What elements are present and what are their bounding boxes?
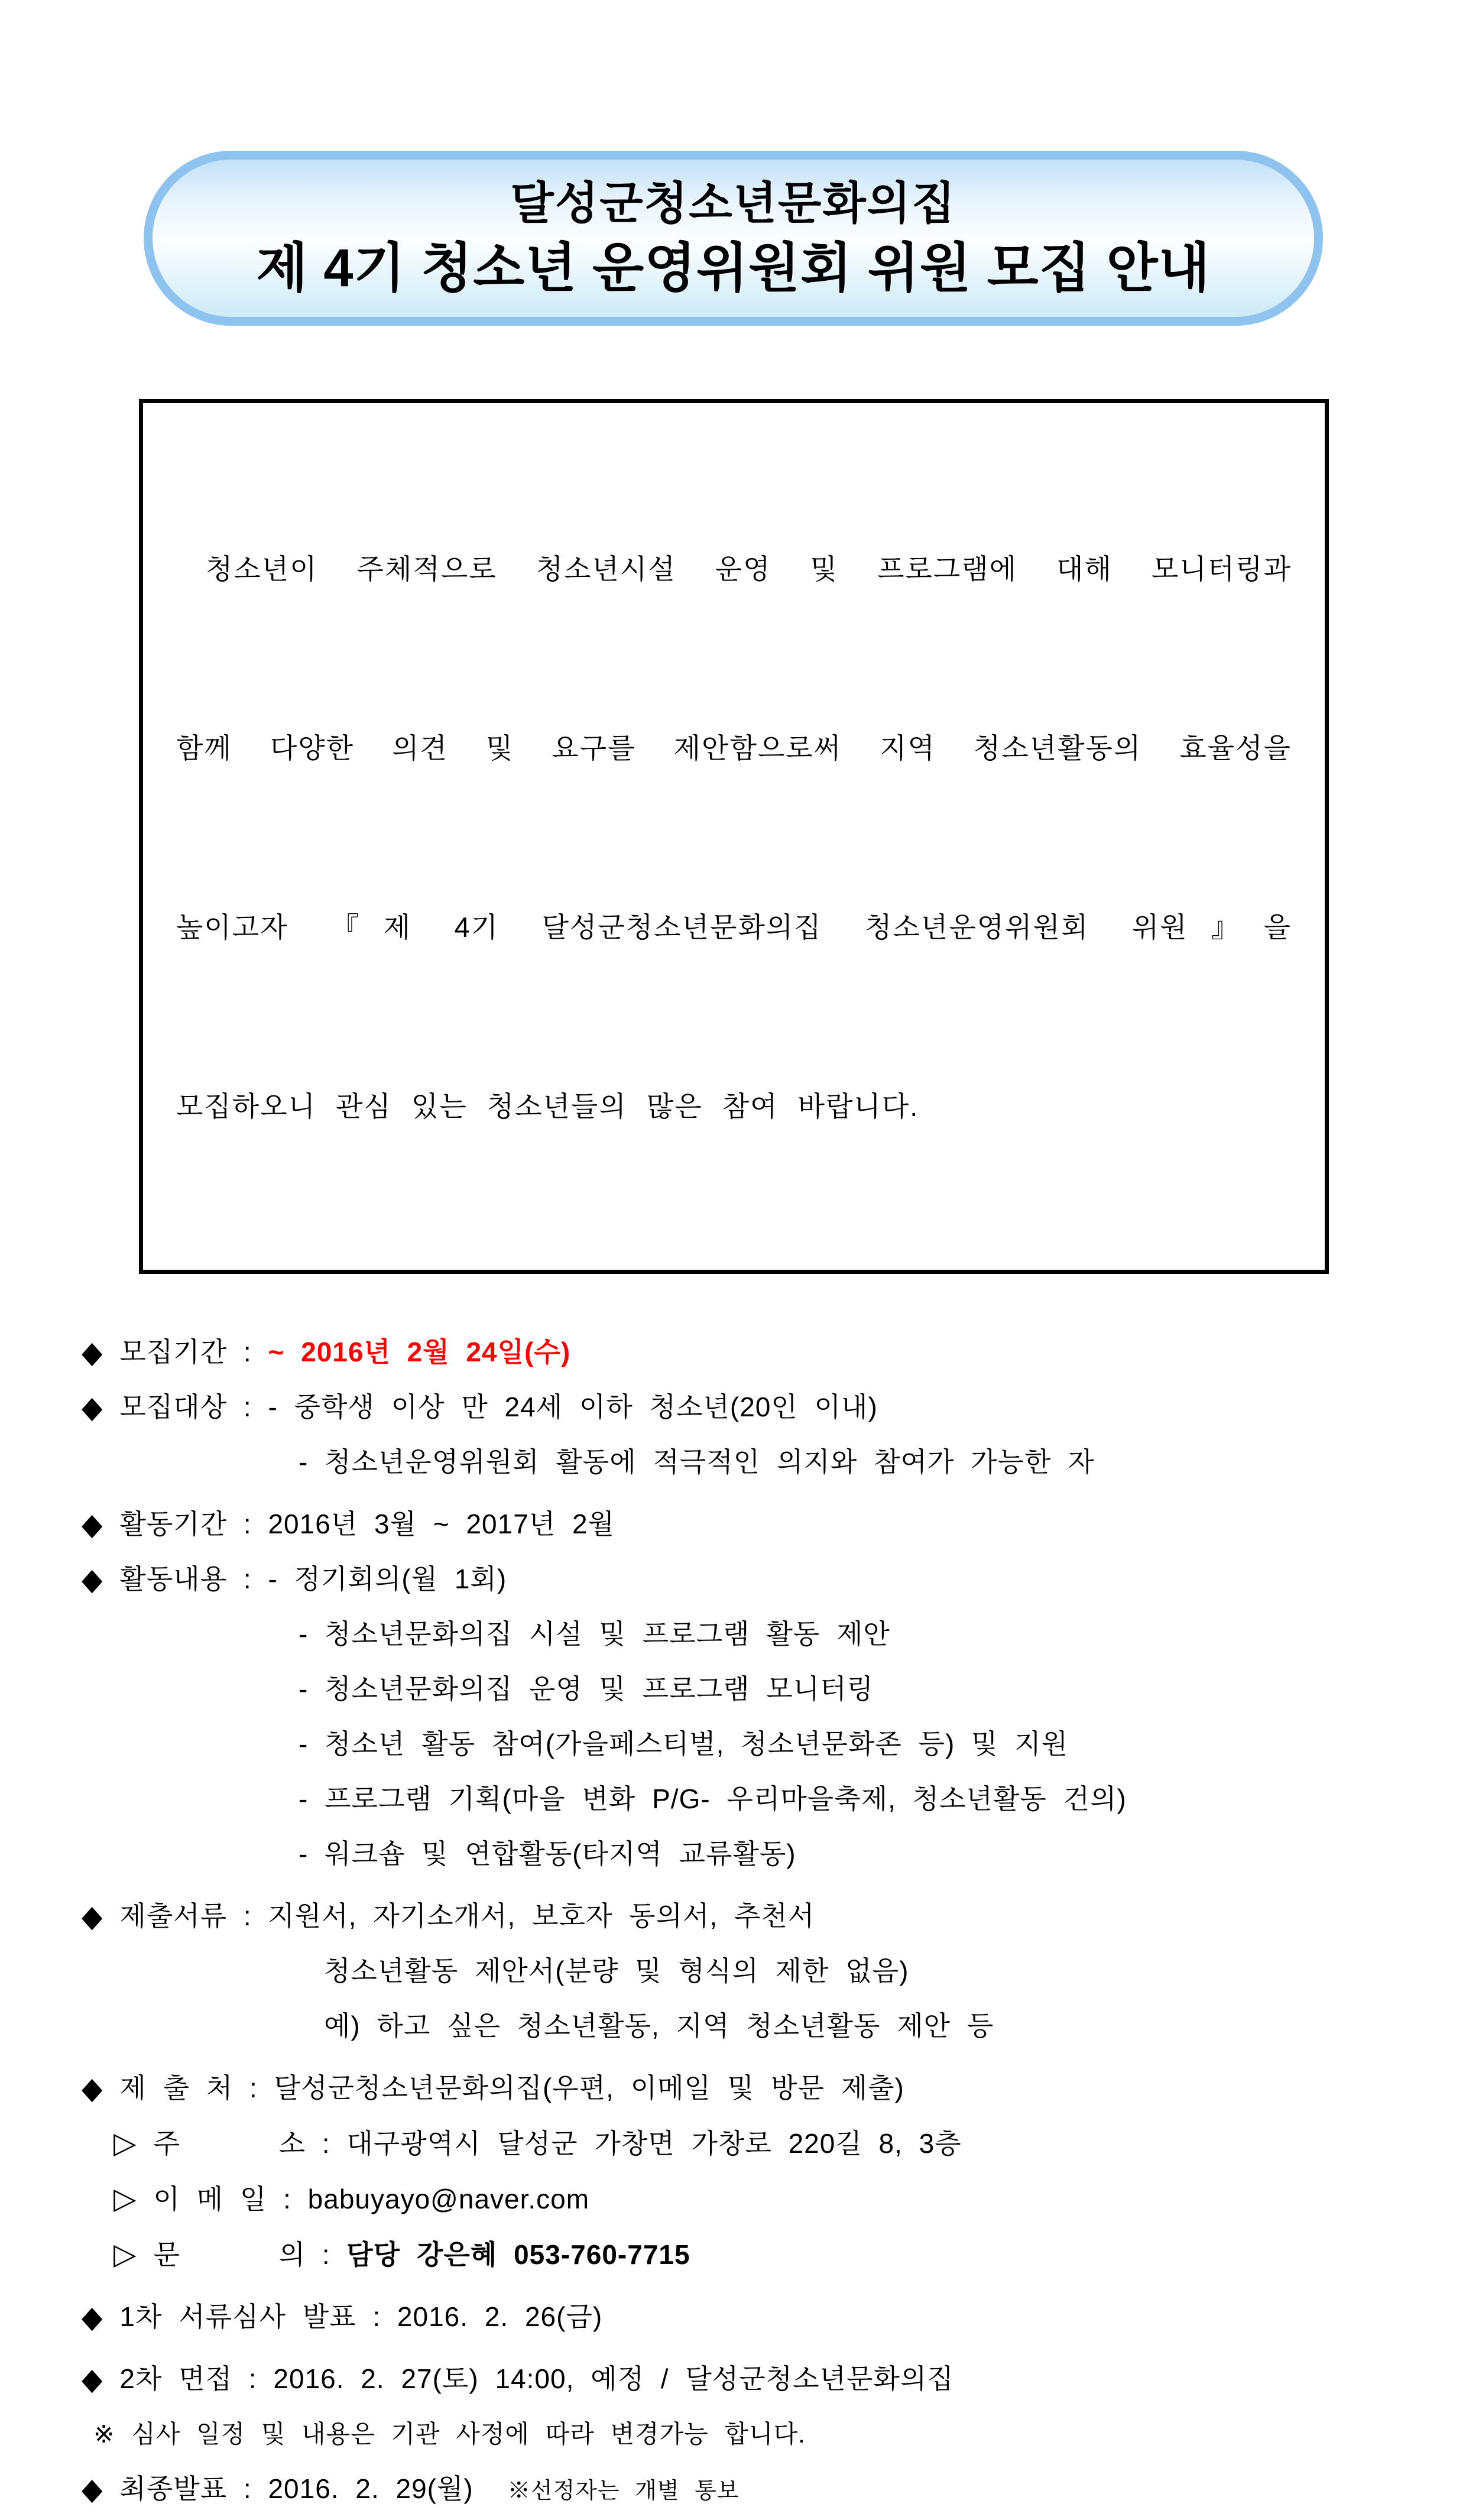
- diamond-bullet-icon: ◆: [82, 1561, 103, 1597]
- line-text: - 워크숍 및 연합활동(타지역 교류활동): [299, 1838, 796, 1869]
- list-item: [0, 1889, 1466, 1944]
- list-item: [0, 2227, 1466, 2282]
- diamond-bullet-icon: ◆: [82, 2299, 103, 2334]
- line-text: 2차 면접 : 2016. 2. 27(토) 14:00, 예정 / 달성군청소년문화의집: [119, 2363, 954, 2394]
- line-text: 제 출 처 : 달성군청소년문화의집(우편, 이메일 및 방문 제출): [119, 2073, 904, 2103]
- triangle-bullet-icon: ▷: [113, 2126, 137, 2159]
- list-item: [0, 1999, 1466, 2054]
- banner-title-line1: 달성군청소년문화의집: [510, 179, 956, 229]
- list-item: [0, 1380, 1466, 1435]
- line-text: 모집기간 :: [119, 1337, 268, 1367]
- triangle-bullet-icon: ▷: [113, 2237, 137, 2271]
- intro-line: 모집하오니 관심 있는 청소년들의 많은 참여 바랍니다.: [176, 1091, 919, 1122]
- line-text: 문 의 :: [153, 2239, 347, 2270]
- list-item: [0, 2289, 1466, 2344]
- triangle-bullet-icon: ▷: [113, 2182, 137, 2215]
- list-item: [0, 2352, 1466, 2407]
- asterisk-bullet-icon: ※: [93, 2420, 115, 2448]
- intro-box: [139, 399, 1329, 1274]
- diamond-bullet-icon: ◆: [82, 1334, 103, 1370]
- banner-title-line2: 제 4기 청소년 운영위원회 위원 모집 안내: [256, 239, 1211, 298]
- line-text: 청소년활동 제안서(분량 및 형식의 제한 없음): [324, 1955, 909, 1986]
- line-text: 주 소 : 대구광역시 달성군 가창면 가창로 220길 8, 3층: [153, 2128, 962, 2159]
- line-text: - 청소년문화의집 시설 및 프로그램 활동 제안: [299, 1619, 890, 1649]
- diamond-bullet-icon: ◆: [82, 1898, 103, 1934]
- list-item: [0, 2116, 1466, 2171]
- list-item: [0, 1607, 1466, 1662]
- contact-phone-bold: 담당 강은혜 053-760-7715: [346, 2239, 690, 2270]
- line-text: 활동기간 : 2016년 3월 ~ 2017년 2월: [119, 1509, 615, 1539]
- line-text: 심사 일정 및 내용은 기관 사정에 따라 변경가능 합니다.: [131, 2420, 806, 2448]
- highlight-date: ~ 2016년 2월 24일(수): [268, 1337, 571, 1367]
- title-banner: [144, 151, 1323, 326]
- intro-line: 함께 다양한 의견 및 요구를 제안함으로써 지역 청소년활동의 효율성을: [176, 732, 1292, 764]
- list-item: [0, 1662, 1466, 1717]
- diamond-bullet-icon: ◆: [82, 1506, 103, 1542]
- line-text: 모집대상 : - 중학생 이상 만 24세 이하 청소년(20인 이내): [119, 1392, 878, 1422]
- line-text: - 프로그램 기획(마을 변화 P/G- 우리마을축제, 청소년활동 건의): [299, 1783, 1127, 1814]
- line-text: 예) 하고 싶은 청소년활동, 지역 청소년활동 제안 등: [324, 2010, 994, 2041]
- diamond-bullet-icon: ◆: [82, 1389, 103, 1425]
- diamond-bullet-icon: ◆: [82, 2070, 103, 2106]
- list-item: [0, 1717, 1466, 1772]
- list-item: [0, 2461, 1466, 2519]
- intro-line: 높이고자 『제 4기 달성군청소년문화의집 청소년운영위원회 위원』을: [176, 912, 1292, 943]
- list-item: [0, 2171, 1466, 2227]
- list-item: [0, 1827, 1466, 1882]
- list-item: [0, 2061, 1466, 2116]
- list-item: [0, 1435, 1466, 1490]
- list-item: [0, 1552, 1466, 1607]
- line-text: 제출서류 : 지원서, 자기소개서, 보호자 동의서, 추천서: [119, 1900, 815, 1931]
- line-text: 이 메 일 : babuyayo@naver.com: [153, 2184, 590, 2214]
- document-page: [0, 151, 1466, 2506]
- list-item: [0, 1325, 1466, 1380]
- intro-line: 청소년이 주체적으로 청소년시설 운영 및 프로그램에 대해 모니터링과: [206, 553, 1292, 585]
- final-note: ※선정자는 개별 통보: [507, 2479, 740, 2503]
- info-list: [0, 1325, 1466, 2519]
- line-text: - 청소년운영위원회 활동에 적극적인 의지와 참여가 가능한 자: [299, 1447, 1095, 1477]
- line-text: - 청소년문화의집 운영 및 프로그램 모니터링: [299, 1673, 874, 1704]
- list-item: [0, 2407, 1466, 2461]
- list-item: [0, 1944, 1466, 1999]
- diamond-bullet-icon: ◆: [82, 2361, 103, 2396]
- line-text: 활동내용 : - 정기회의(월 1회): [119, 1564, 507, 1594]
- line-text: - 청소년 활동 참여(가을페스티벌, 청소년문화존 등) 및 지원: [299, 1728, 1069, 1759]
- list-item: [0, 1772, 1466, 1827]
- list-item: [0, 1497, 1466, 1552]
- diamond-bullet-icon: ◆: [82, 2471, 103, 2506]
- line-text: 1차 서류심사 발표 : 2016. 2. 26(금): [119, 2301, 603, 2332]
- line-text: 최종발표 : 2016. 2. 29(월): [119, 2473, 473, 2504]
